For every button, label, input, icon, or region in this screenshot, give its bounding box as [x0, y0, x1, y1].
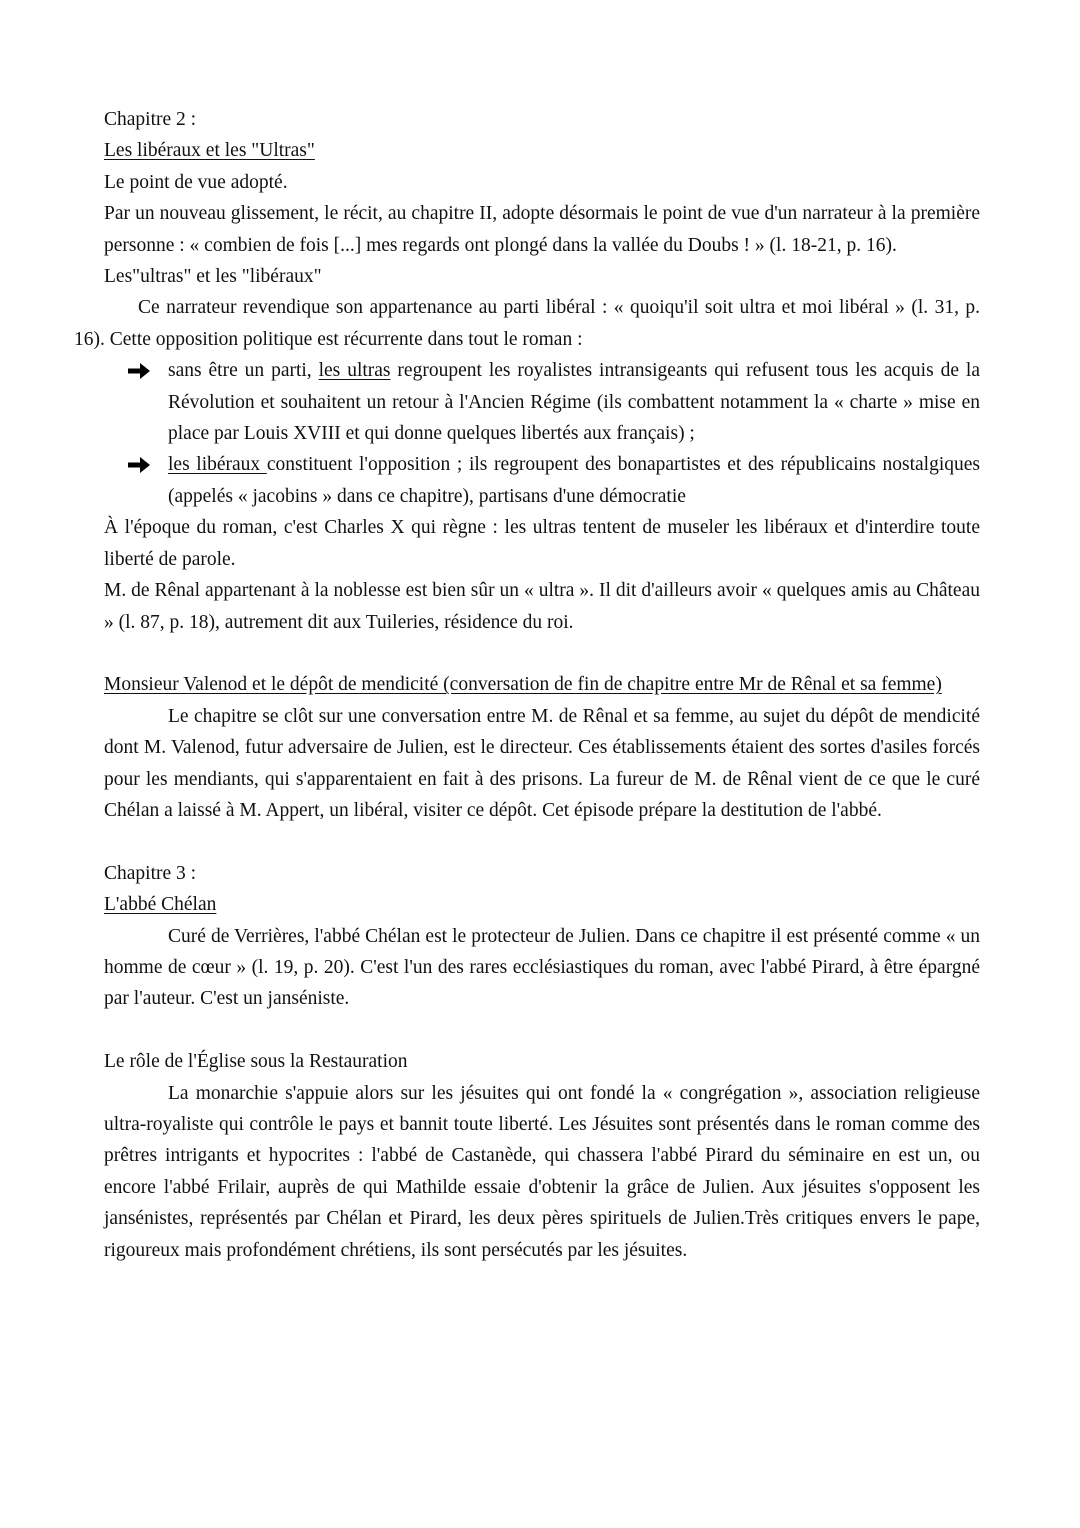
arrow-icon	[128, 355, 152, 386]
paragraph-point-de-vue: Par un nouveau glissement, le récit, au chapitre II, adopte désormais le point de vue d'un narrateur à la première personne : « combien de fois [...] mes regards ont plongé dans la vallée du Doubs ! » (l. 18-21, p. 16).	[104, 203, 980, 256]
section-point-de-vue: Le point de vue adopté.	[104, 171, 288, 193]
paragraph-narrateur: Ce narrateur revendique son appartenance au parti libéral : « quoiqu'il soit ultra et moi libéral » (l. 31, p. 16). Cette opposition politique est récurrente dans tout le roman :	[74, 297, 980, 350]
term-ultras: les ultras	[318, 360, 391, 382]
bullet-ultras-pre: sans être un parti,	[168, 360, 319, 382]
bullet-liberaux-text: constituent l'opposition ; ils regroupent des bonapartistes et des républicains nostalgiques (appelés « jacobins » dans ce chapitre), partisans d'une démocratie	[168, 454, 980, 507]
chapter-2-title: Les libéraux et les "Ultras"	[104, 140, 315, 162]
chapter-3-title: L'abbé Chélan	[104, 894, 217, 916]
bullet-ultras	[168, 355, 980, 449]
section-valenod: Monsieur Valenod et le dépôt de mendicité (conversation de fin de chapitre entre Mr de Rênal et sa femme)	[104, 674, 942, 696]
paragraph-chelan: Curé de Verrières, l'abbé Chélan est le protecteur de Julien. Dans ce chapitre il est présenté comme « un homme de cœur » (l. 19, p. 20). C'est l'un des rares ecclésiastiques du roman, avec l'abbé Pirard, à être épargné par l'auteur. C'est un janséniste.	[104, 925, 980, 1010]
chapter-2-heading: Chapitre 2 :	[104, 109, 197, 130]
paragraph-renal: M. de Rênal appartenant à la noblesse est bien sûr un « ultra ». Il dit d'ailleurs avoir « quelques amis au Château » (l. 87, p. 18), autrement dit aux Tuileries, résidence du roi.	[104, 580, 980, 633]
chapter-3-heading: Chapitre 3 :	[104, 862, 197, 884]
section-ultras-liberaux: Les"ultras" et les "libéraux"	[104, 266, 322, 288]
term-liberaux: les libéraux	[168, 454, 267, 476]
paragraph-eglise: La monarchie s'appuie alors sur les jésuites qui ont fondé la « congrégation », association religieuse ultra-royaliste qui contrôle le pays et bannit toute liberté. Les Jésuites sont présentés dans le roman comme des prêtres intrigants et hypocrites : l'abbé de Castanède, qui chassera l'abbé Pirard du séminaire en est un, ou encore l'abbé Frilair, auprès de qui Mathilde essaie d'obtenir la grâce de Julien. Aux jésuites s'opposent les jansénistes, représentés par Chélan et Pirard, les deux pères spirituels de Julien.Très critiques envers le pape, rigoureux mais profondément chrétiens, ils sont persécutés par les jésuites.	[104, 1082, 980, 1261]
spacer	[104, 826, 980, 857]
paragraph-valenod: Le chapitre se clôt sur une conversation entre M. de Rênal et sa femme, au sujet du dépôt de mendicité dont M. Valenod, futur adversaire de Julien, est le directeur. Ces établissements étaient des sortes d'asiles forcés pour les mendiants, qui s'apparentaient en fait à des prisons. La fureur de M. de Rênal vient de ce que le curé Chélan a laissé à M. Appert, un libéral, visiter ce dépôt. Cet épisode prépare la destitution de l'abbé.	[104, 705, 980, 821]
section-eglise: Le rôle de l'Église sous la Restauration	[104, 1051, 408, 1073]
paragraph-charles-x: À l'époque du roman, c'est Charles X qui règne : les ultras tentent de museler les libéraux et d'interdire toute liberté de parole.	[104, 517, 980, 570]
bullet-ultras-text: regroupent les royalistes intransigeants qui refusent tous les acquis de la Révolution et souhaitent un retour à l'Ancien Régime (ils combattent notamment la « charte » mise en place par Louis XVIII et qui donne quelques libertés aux français) ;	[168, 360, 980, 445]
spacer	[104, 638, 980, 669]
document-page	[74, 104, 980, 1266]
bullet-liberaux	[168, 449, 980, 512]
arrow-icon	[128, 449, 152, 480]
bullet-list	[104, 355, 980, 512]
spacer	[104, 1015, 980, 1046]
